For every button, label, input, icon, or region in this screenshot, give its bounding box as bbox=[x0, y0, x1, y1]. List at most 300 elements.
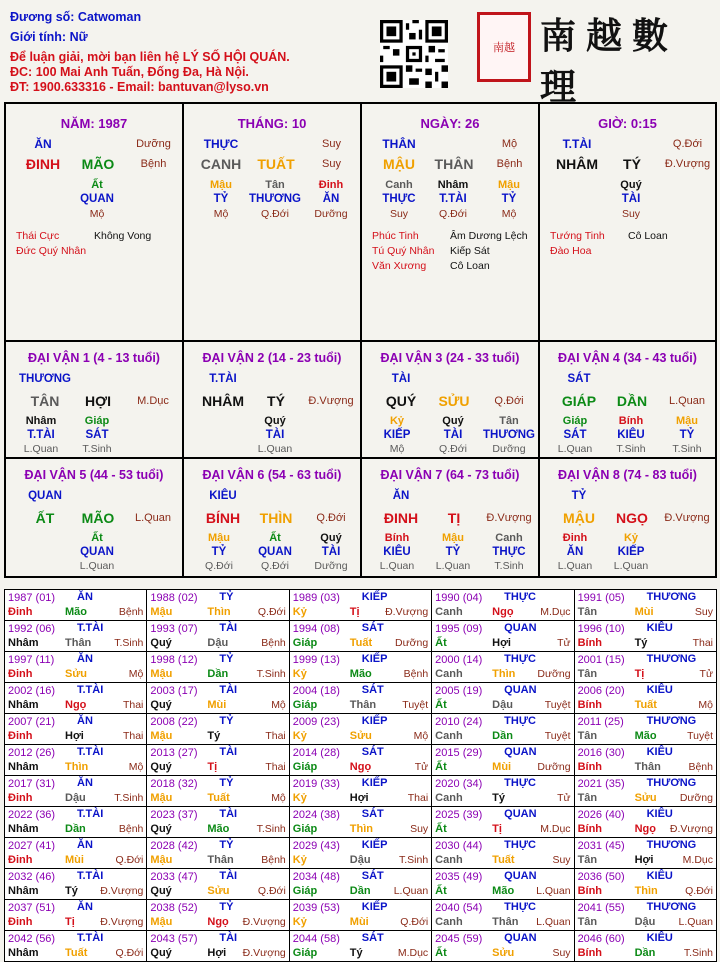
dai-van-cell-5[interactable] bbox=[6, 459, 184, 576]
hidden-stem: Kỷ bbox=[623, 532, 639, 544]
hidden-state: Mộ bbox=[89, 208, 105, 220]
dai-van-cell-7[interactable] bbox=[362, 459, 540, 576]
pillar-note: Tú Quý Nhân bbox=[372, 245, 435, 257]
year-row bbox=[5, 590, 717, 621]
red-seal-stamp bbox=[477, 12, 531, 82]
hidden-stem: Canh bbox=[385, 179, 413, 191]
year-label: 1987 (01) bbox=[8, 592, 56, 604]
year-cell-content bbox=[432, 807, 573, 837]
dai-van-cell-8[interactable] bbox=[540, 459, 715, 576]
dai-van-branch: TÝ bbox=[267, 393, 285, 409]
year-cell[interactable] bbox=[5, 776, 147, 807]
dai-van-stem: ẤT bbox=[35, 510, 55, 526]
year-branch: Thân bbox=[207, 854, 234, 866]
year-cell[interactable] bbox=[432, 807, 574, 838]
year-state: Bệnh bbox=[688, 761, 713, 773]
year-stem: Đinh bbox=[8, 916, 33, 928]
year-star: THỰC bbox=[504, 839, 536, 851]
year-star: THƯƠNG bbox=[646, 591, 697, 603]
year-cell-content bbox=[575, 776, 716, 806]
year-cell[interactable] bbox=[5, 590, 147, 621]
year-star: QUAN bbox=[504, 622, 537, 634]
year-cell[interactable] bbox=[432, 745, 574, 776]
dai-van-stem: MẬU bbox=[563, 510, 595, 526]
year-cell[interactable] bbox=[289, 838, 431, 869]
pillar-stem-state: Dưỡng bbox=[136, 138, 171, 150]
year-state: Tuyệt bbox=[544, 699, 571, 711]
year-stem: Quý bbox=[150, 699, 172, 711]
year-branch: Mùi bbox=[349, 916, 369, 928]
hidden-state: L.Quan bbox=[79, 560, 115, 572]
year-cell[interactable] bbox=[432, 714, 574, 745]
year-label: 2012 (26) bbox=[8, 747, 56, 759]
year-cell[interactable] bbox=[574, 869, 716, 900]
year-branch: Dần bbox=[492, 730, 513, 742]
hidden-state: T.Sinh bbox=[616, 443, 646, 455]
hidden-star: TỶ bbox=[213, 193, 229, 205]
year-state: Dưỡng bbox=[537, 761, 571, 773]
pillar-heavenly-stem: NHÂM bbox=[556, 156, 598, 172]
year-stem: Đinh bbox=[8, 854, 33, 866]
pillar-1 bbox=[6, 104, 184, 340]
year-state: L.Quan bbox=[536, 885, 571, 897]
dai-van-state: L.Quan bbox=[134, 512, 172, 524]
year-stem: Giáp bbox=[292, 947, 318, 959]
dai-van-title: ĐẠI VẬN 5 (44 - 53 tuổi) bbox=[24, 468, 164, 482]
hidden-stem: Mậu bbox=[676, 415, 698, 427]
year-state: T.Sinh bbox=[256, 668, 286, 680]
year-cell[interactable] bbox=[432, 652, 574, 683]
year-branch: Mão bbox=[349, 668, 372, 680]
year-stem: Ất bbox=[435, 637, 447, 649]
hidden-state: L.Quan bbox=[379, 560, 415, 572]
hidden-star: QUAN bbox=[80, 193, 114, 205]
year-stem: Kỷ bbox=[292, 916, 307, 928]
year-star: KIẾP bbox=[361, 653, 388, 665]
year-cell-content bbox=[290, 652, 431, 682]
pillar-earthly-branch: MÃO bbox=[81, 156, 115, 172]
year-stem: Tân bbox=[577, 792, 598, 804]
dai-van-state: M.Dục bbox=[137, 395, 169, 407]
year-stem: Kỷ bbox=[292, 668, 307, 680]
year-stem: Tân bbox=[577, 606, 598, 618]
year-label: 1988 (02) bbox=[150, 592, 198, 604]
year-star: T.TÀI bbox=[77, 684, 104, 696]
dai-van-cell-4[interactable] bbox=[540, 342, 715, 459]
year-branch: Thân bbox=[65, 637, 92, 649]
year-label: 2042 (56) bbox=[8, 933, 56, 945]
dai-van-cell-3[interactable] bbox=[362, 342, 540, 459]
year-label: 2045 (59) bbox=[435, 933, 483, 945]
year-star: QUAN bbox=[504, 932, 537, 944]
hidden-star: ĂN bbox=[566, 546, 584, 558]
year-label: 1995 (09) bbox=[435, 623, 483, 635]
year-label: 2030 (44) bbox=[435, 840, 483, 852]
year-state: Thai bbox=[265, 761, 286, 773]
hidden-state: Dưỡng bbox=[314, 208, 348, 220]
year-cell-content bbox=[5, 869, 146, 899]
year-label: 2020 (34) bbox=[435, 778, 483, 790]
year-cell[interactable] bbox=[574, 776, 716, 807]
year-cell[interactable] bbox=[147, 714, 289, 745]
year-branch: Ngọ bbox=[492, 606, 514, 618]
hidden-state: Dưỡng bbox=[492, 443, 526, 455]
year-cell-content bbox=[5, 683, 146, 713]
year-cell[interactable] bbox=[574, 931, 716, 962]
year-state: Suy bbox=[552, 947, 571, 959]
year-cell-content bbox=[5, 590, 146, 620]
year-cell-content bbox=[290, 807, 431, 837]
hidden-star: THƯƠNG bbox=[483, 429, 535, 441]
year-cell-content bbox=[5, 931, 146, 961]
year-cell[interactable] bbox=[289, 900, 431, 931]
hidden-state: Q.Đới bbox=[205, 560, 233, 572]
pillar-heavenly-stem: CANH bbox=[200, 156, 242, 172]
hidden-star: TÀI bbox=[621, 193, 641, 205]
year-branch: Sửu bbox=[65, 668, 88, 680]
year-star: TỶ bbox=[219, 839, 234, 851]
year-stem: Tân bbox=[577, 668, 598, 680]
year-branch: Tuất bbox=[65, 947, 88, 959]
year-state: Dưỡng bbox=[537, 668, 571, 680]
hidden-star: TÀI bbox=[321, 546, 341, 558]
year-star: THƯƠNG bbox=[646, 777, 697, 789]
year-label: 2009 (23) bbox=[292, 716, 340, 728]
year-stem: Tân bbox=[577, 854, 598, 866]
year-label: 2040 (54) bbox=[435, 902, 483, 914]
year-row bbox=[5, 776, 717, 807]
year-cell[interactable] bbox=[574, 621, 716, 652]
year-state: Đ.Vượng bbox=[242, 947, 286, 959]
year-cell[interactable] bbox=[5, 838, 147, 869]
year-cell[interactable] bbox=[147, 745, 289, 776]
year-cell-content bbox=[290, 931, 431, 961]
year-cell[interactable] bbox=[289, 807, 431, 838]
dai-van-cell-2[interactable] bbox=[184, 342, 362, 459]
year-branch: Hợi bbox=[207, 947, 227, 959]
year-state: M.Dục bbox=[540, 823, 571, 835]
year-cell-content bbox=[5, 745, 146, 775]
year-state: T.Sinh bbox=[114, 637, 144, 649]
year-stem: Giáp bbox=[292, 637, 318, 649]
hidden-state: Mộ bbox=[389, 443, 405, 455]
year-star: THỰC bbox=[504, 715, 536, 727]
year-stem: Quý bbox=[150, 947, 172, 959]
year-stem: Nhâm bbox=[8, 699, 39, 711]
year-branch: Ngọ bbox=[634, 823, 656, 835]
year-cell[interactable] bbox=[5, 652, 147, 683]
year-branch: Tý bbox=[207, 730, 221, 742]
year-cell[interactable] bbox=[289, 621, 431, 652]
year-branch: Mùi bbox=[65, 854, 84, 866]
year-stem: Canh bbox=[435, 730, 463, 742]
year-state: Thai bbox=[407, 792, 429, 804]
phone-email-line: ĐT: 1900.633316 - Email: bantuvan@lyso.vn bbox=[10, 80, 269, 94]
year-cell-content bbox=[432, 900, 573, 930]
year-star: SÁT bbox=[361, 808, 384, 820]
year-stem: Nhâm bbox=[8, 947, 39, 959]
year-cell-content bbox=[432, 590, 573, 620]
year-row bbox=[5, 900, 717, 931]
year-cell[interactable] bbox=[432, 683, 574, 714]
year-branch: Hợi bbox=[65, 730, 84, 742]
year-state: T.Sinh bbox=[398, 854, 429, 866]
pillar-note: Đức Quý Nhân bbox=[16, 245, 87, 257]
year-stem: Giáp bbox=[292, 823, 318, 835]
dai-van-cell-6[interactable] bbox=[184, 459, 362, 576]
dai-van-branch: DẦN bbox=[616, 393, 648, 409]
hidden-stem: Nhâm bbox=[437, 179, 469, 191]
pillar-note: Không Vong bbox=[94, 230, 152, 242]
year-cell[interactable] bbox=[574, 745, 716, 776]
year-cell[interactable] bbox=[289, 652, 431, 683]
year-cell-content bbox=[432, 714, 573, 744]
year-stem: Ất bbox=[435, 761, 447, 773]
year-cell[interactable] bbox=[432, 869, 574, 900]
year-cell[interactable] bbox=[5, 683, 147, 714]
year-cell-content bbox=[290, 621, 431, 651]
year-state: M.Dục bbox=[397, 947, 429, 959]
year-stem: Nhâm bbox=[8, 823, 39, 835]
year-stem: Mậu bbox=[150, 668, 173, 680]
year-stem: Ất bbox=[435, 885, 447, 897]
pillar-note: Đào Hoa bbox=[550, 245, 592, 257]
year-cell[interactable] bbox=[289, 776, 431, 807]
year-star: THƯƠNG bbox=[646, 653, 697, 665]
year-star: SÁT bbox=[361, 622, 384, 634]
hidden-state: Q.Đới bbox=[261, 208, 289, 220]
hidden-star: SÁT bbox=[563, 429, 587, 441]
hidden-stem: Ất bbox=[91, 532, 103, 544]
year-state: Thai bbox=[692, 637, 713, 649]
hidden-star: KIÊU bbox=[617, 429, 645, 441]
year-cell[interactable] bbox=[5, 621, 147, 652]
dai-van-state: Q.Đới bbox=[494, 395, 524, 407]
year-stem: Đinh bbox=[8, 730, 33, 742]
year-label: 2013 (27) bbox=[150, 747, 198, 759]
dai-van-title: ĐẠI VẬN 8 (74 - 83 tuổi) bbox=[558, 468, 697, 482]
year-state: Thai bbox=[265, 730, 286, 742]
year-row bbox=[5, 621, 717, 652]
year-label: 2014 (28) bbox=[292, 747, 340, 759]
dai-van-stem: QUÝ bbox=[385, 393, 417, 409]
year-label: 2043 (57) bbox=[150, 933, 198, 945]
dai-van-cell-1[interactable] bbox=[6, 342, 184, 459]
year-label: 2032 (46) bbox=[8, 871, 56, 883]
year-label: 2027 (41) bbox=[8, 840, 56, 852]
year-star: ĂN bbox=[77, 777, 93, 789]
year-branch: Dần bbox=[634, 947, 656, 959]
year-cell[interactable] bbox=[574, 590, 716, 621]
seal-text: 南越 bbox=[493, 41, 515, 54]
pillar-note: Phúc Tinh bbox=[372, 230, 419, 242]
year-label: 2024 (38) bbox=[292, 809, 340, 821]
year-cell[interactable] bbox=[432, 621, 574, 652]
year-branch: Dậu bbox=[349, 854, 371, 866]
year-cell-content bbox=[5, 621, 146, 651]
year-branch: Thìn bbox=[207, 606, 231, 618]
year-state: T.Sinh bbox=[256, 823, 286, 835]
hidden-state: L.Quan bbox=[557, 443, 593, 455]
hidden-star: THƯƠNG bbox=[249, 193, 301, 205]
year-cell[interactable] bbox=[5, 807, 147, 838]
year-stem: Kỷ bbox=[292, 606, 307, 618]
year-cell[interactable] bbox=[289, 745, 431, 776]
year-cell[interactable] bbox=[147, 931, 289, 962]
hidden-stem: Bính bbox=[384, 532, 410, 544]
year-cell-content bbox=[147, 776, 288, 806]
year-cell-content bbox=[147, 683, 288, 713]
year-cell[interactable] bbox=[574, 683, 716, 714]
qr-code-icon[interactable] bbox=[380, 20, 448, 88]
dai-van-stem: TÂN bbox=[30, 393, 60, 409]
year-state: Đ.Vượng bbox=[100, 885, 144, 897]
year-cell[interactable] bbox=[432, 776, 574, 807]
year-cell-content bbox=[147, 931, 288, 961]
year-row bbox=[5, 745, 717, 776]
year-cell[interactable] bbox=[574, 652, 716, 683]
year-stem: Quý bbox=[150, 761, 172, 773]
year-cell[interactable] bbox=[574, 714, 716, 745]
year-state: Tử bbox=[557, 792, 571, 804]
year-state: T.Sinh bbox=[683, 947, 713, 959]
year-stem: Ất bbox=[435, 823, 447, 835]
year-cell[interactable] bbox=[147, 869, 289, 900]
year-cell[interactable] bbox=[5, 869, 147, 900]
year-cell[interactable] bbox=[574, 900, 716, 931]
hidden-state: L.Quan bbox=[23, 443, 59, 455]
year-label: 2016 (30) bbox=[577, 747, 625, 759]
year-cell-content bbox=[575, 807, 716, 837]
pillar-stem-state: Mộ bbox=[501, 138, 518, 150]
year-star: TÀI bbox=[219, 622, 238, 634]
year-cell[interactable] bbox=[432, 900, 574, 931]
year-stem: Canh bbox=[435, 668, 463, 680]
year-cell-content bbox=[147, 652, 288, 682]
pillar-stem-star: THỰC bbox=[203, 137, 239, 151]
year-stem: Bính bbox=[577, 885, 603, 897]
year-stem: Kỷ bbox=[292, 792, 307, 804]
year-branch: Mão bbox=[207, 823, 230, 835]
year-stem: Bính bbox=[577, 823, 603, 835]
year-cell-content bbox=[290, 683, 431, 713]
year-branch: Tuất bbox=[492, 854, 515, 866]
annual-luck-table bbox=[4, 589, 717, 962]
year-star: TÀI bbox=[219, 684, 238, 696]
year-cell[interactable] bbox=[289, 714, 431, 745]
year-label: 2023 (37) bbox=[150, 809, 198, 821]
dai-van-star: SÁT bbox=[567, 373, 591, 385]
year-cell[interactable] bbox=[147, 776, 289, 807]
year-cell[interactable] bbox=[5, 931, 147, 962]
year-label: 2033 (47) bbox=[150, 871, 198, 883]
year-label: 2034 (48) bbox=[292, 871, 340, 883]
year-cell-content bbox=[5, 652, 146, 682]
year-cell[interactable] bbox=[574, 838, 716, 869]
year-cell-content bbox=[290, 745, 431, 775]
year-row bbox=[5, 652, 717, 683]
hidden-state: T.Sinh bbox=[494, 560, 524, 572]
hidden-star: TỶ bbox=[211, 546, 227, 558]
year-cell[interactable] bbox=[147, 683, 289, 714]
year-cell[interactable] bbox=[147, 621, 289, 652]
year-label: 1989 (03) bbox=[292, 592, 340, 604]
dai-van-stem: ĐINH bbox=[383, 510, 419, 526]
year-cell[interactable] bbox=[5, 714, 147, 745]
year-cell[interactable] bbox=[147, 838, 289, 869]
year-stem: Canh bbox=[435, 854, 463, 866]
year-stem: Mậu bbox=[150, 730, 173, 742]
year-label: 2031 (45) bbox=[577, 840, 625, 852]
year-star: T.TÀI bbox=[77, 870, 104, 882]
year-state: M.Dục bbox=[540, 606, 571, 618]
year-branch: Sửu bbox=[634, 792, 657, 804]
hidden-stem: Bính bbox=[618, 415, 644, 427]
year-cell[interactable] bbox=[289, 869, 431, 900]
year-branch: Hợi bbox=[634, 854, 654, 866]
year-cell-content bbox=[575, 714, 716, 744]
year-cell[interactable] bbox=[289, 931, 431, 962]
dai-van-state: Đ.Vượng bbox=[308, 395, 354, 407]
year-cell-content bbox=[575, 683, 716, 713]
year-cell[interactable] bbox=[432, 590, 574, 621]
pillar-stem-star: ĂN bbox=[34, 137, 52, 151]
year-cell[interactable] bbox=[5, 745, 147, 776]
year-cell[interactable] bbox=[289, 683, 431, 714]
year-stem: Nhâm bbox=[8, 637, 39, 649]
year-cell-content bbox=[432, 931, 573, 961]
year-state: Đ.Vượng bbox=[669, 823, 713, 835]
year-cell[interactable] bbox=[432, 838, 574, 869]
dai-van-branch: TỊ bbox=[447, 510, 461, 526]
year-cell[interactable] bbox=[574, 807, 716, 838]
year-cell[interactable] bbox=[147, 807, 289, 838]
year-label: 2026 (40) bbox=[577, 809, 625, 821]
year-cell[interactable] bbox=[147, 590, 289, 621]
year-stem: Quý bbox=[150, 823, 172, 835]
hidden-state: T.Sinh bbox=[82, 443, 112, 455]
year-cell[interactable] bbox=[5, 900, 147, 931]
year-star: KIẾP bbox=[361, 901, 388, 913]
hidden-star: TỶ bbox=[445, 546, 461, 558]
year-stem: Giáp bbox=[292, 761, 318, 773]
year-label: 2021 (35) bbox=[577, 778, 625, 790]
year-star: QUAN bbox=[504, 746, 537, 758]
year-label: 2003 (17) bbox=[150, 685, 198, 697]
year-cell[interactable] bbox=[432, 931, 574, 962]
year-star: SÁT bbox=[361, 932, 384, 944]
dai-van-grid bbox=[4, 342, 717, 578]
dai-van-star: T.TÀI bbox=[209, 373, 237, 385]
pillar-earthly-branch: TÝ bbox=[623, 156, 641, 172]
year-stem: Bính bbox=[577, 947, 603, 959]
year-cell[interactable] bbox=[289, 590, 431, 621]
hidden-star: THỰC bbox=[492, 546, 526, 558]
pillar-heavenly-stem: ĐINH bbox=[25, 156, 61, 172]
dai-van-state: Q.Đới bbox=[316, 512, 346, 524]
year-branch: Mão bbox=[65, 606, 87, 618]
pillar-3 bbox=[362, 104, 540, 340]
pillar-note: Cô Loan bbox=[628, 230, 668, 242]
contact-line: Để luận giải, mời bạn liên hệ LÝ SỐ HỘI QUÁN. bbox=[10, 50, 290, 64]
year-cell[interactable] bbox=[147, 900, 289, 931]
year-stem: Đinh bbox=[8, 792, 33, 804]
year-cell[interactable] bbox=[147, 652, 289, 683]
year-cell-content bbox=[432, 652, 573, 682]
year-star: SÁT bbox=[361, 870, 384, 882]
hidden-stem: Mậu bbox=[498, 179, 520, 191]
header bbox=[0, 0, 720, 108]
